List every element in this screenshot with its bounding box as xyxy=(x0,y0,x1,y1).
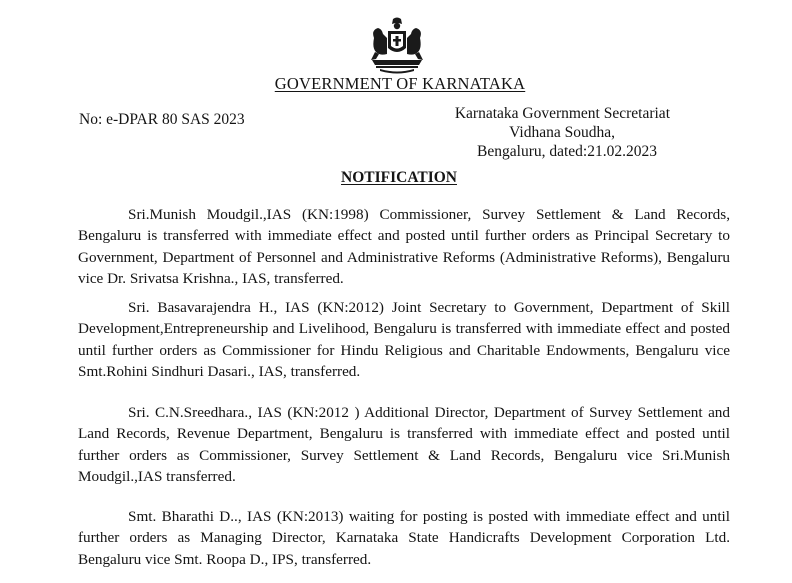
karnataka-state-emblem-icon xyxy=(366,16,428,74)
issuing-office-address xyxy=(420,104,720,161)
transfer-paragraph-1: Sri.Munish Moudgil.,IAS (KN:1998) Commissioner, Survey Settlement & Land Records, Bengaluru is transferred with immediate effect and posted until further orders as Principal Secretary to Government, Department of Personnel and Administrative Reforms (Administrative Reforms), Bengaluru vice Dr. Srivatsa Krishna., IAS, transferred. xyxy=(78,206,730,287)
address-line-secretariat: Karnataka Government Secretariat xyxy=(454,105,670,122)
government-title-text: GOVERNMENT OF KARNATAKA xyxy=(274,74,526,93)
reference-number: No: e-DPAR 80 SAS 2023 xyxy=(79,111,245,128)
address-line-city-date: Bengaluru, dated:21.02.2023 xyxy=(477,143,657,160)
transfer-paragraph-4: Smt. Bharathi D.., IAS (KN:2013) waiting for posting is posted with immediate effect and until further orders as Managing Director, Karnataka State Handicrafts Development Corporation Ltd. Bengaluru vice Smt. Roopa D., IPS, transferred. xyxy=(78,508,730,568)
government-title xyxy=(0,74,792,94)
address-line-building: Vidhana Soudha, xyxy=(509,124,615,141)
transfer-paragraph-2: Sri. Basavarajendra H., IAS (KN:2012) Joint Secretary to Government, Department of Skill Development,Entrepreneurship and Livelihood, Bengaluru is transferred with immediate effect and posted until further orders as Commissioner for Hindu Religious and Charitable Endowments, Bengaluru vice Smt.Rohini Sindhuri Dasari., IAS, transferred. xyxy=(78,299,730,380)
transfer-paragraph-3: Sri. C.N.Sreedhara., IAS (KN:2012 ) Additional Director, Department of Survey Settlement and Land Records, Revenue Department, Bengaluru is transferred with immediate effect and posted until further orders as Commissioner, Survey Settlement & Land Records, Bengaluru vice Sri.Munish Moudgil.,IAS transferred. xyxy=(78,404,730,485)
notification-heading-text: NOTIFICATION xyxy=(341,169,457,186)
notification-heading xyxy=(0,169,792,187)
